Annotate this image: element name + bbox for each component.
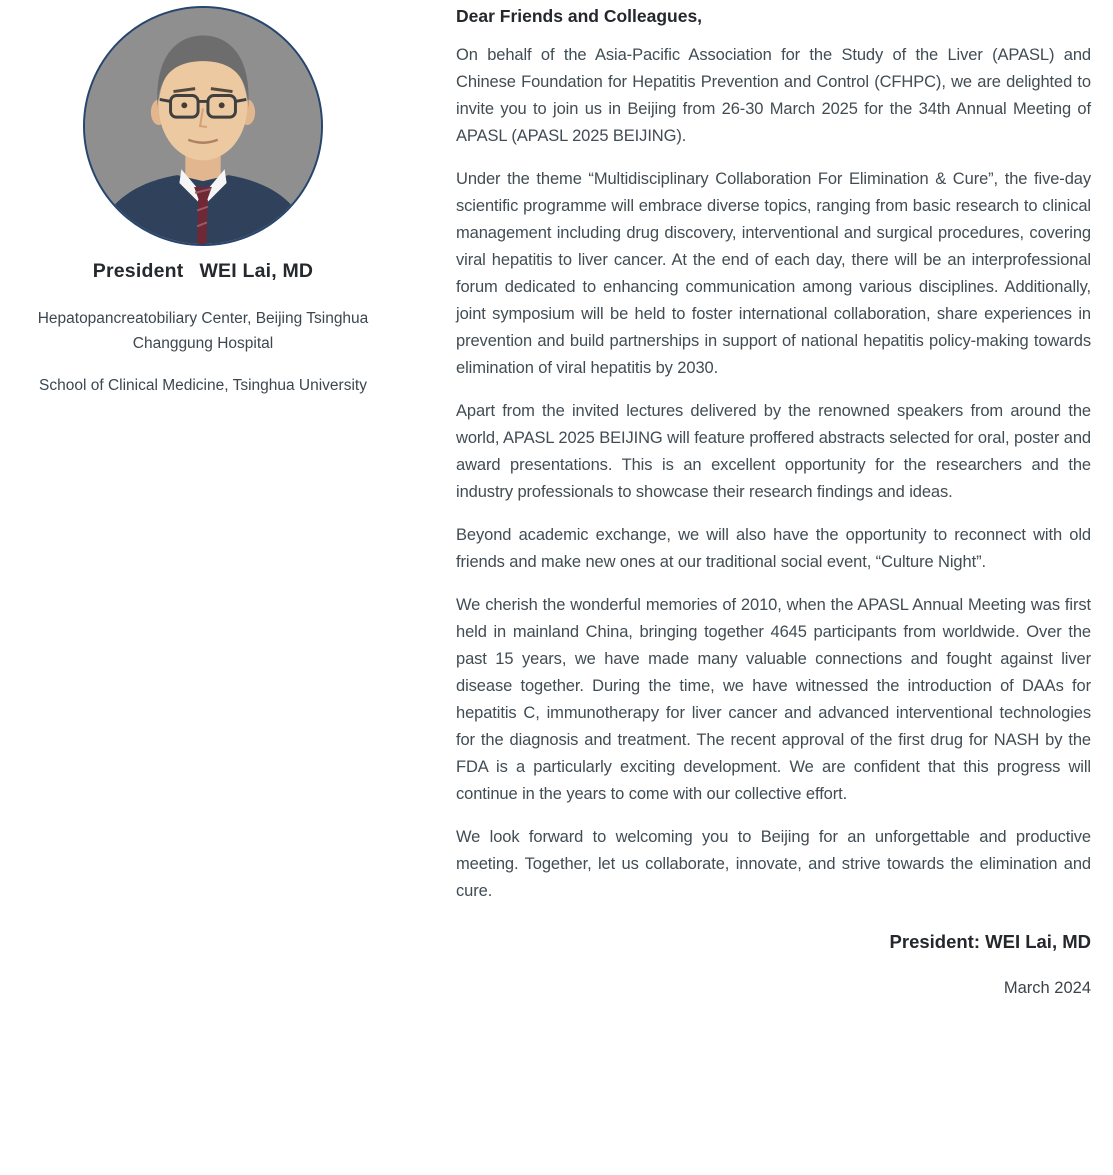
president-profile-column [0, 0, 456, 1175]
letter-paragraph-1: On behalf of the Asia-Pacific Association for the Study of the Liver (APASL) and Chinese Foundation for Hepatitis Prevention and Control (CFHPC), we are delighted to invite you to join us in Beijing from 26-30 March 2025 for the 34th Annual Meeting of APASL (APASL 2025 BEIJING). [456, 46, 1091, 145]
president-name: WEI Lai, MD [199, 260, 314, 282]
letter-signature: President: WEI Lai, MD [889, 931, 1091, 952]
affiliation-primary: Hepatopancreatobiliary Center, Beijing Tsinghua Changgung Hospital [37, 310, 369, 352]
president-title-prefix: President [92, 260, 184, 282]
welcome-letter-body [456, 0, 1113, 1175]
letter-paragraph-5: We cherish the wonderful memories of 2010, when the APASL Annual Meeting was first held in mainland China, bringing together 4645 participants from worldwide. Over the past 15 years, we have made many valuable connections and fought against liver disease together. During the time, we have witnessed the introduction of DAAs for hepatitis C, immunotherapy for liver cancer and advanced interventional technologies for the diagnosis and treatment. The recent approval of the first drug for NASH by the FDA is a particularly exciting development. We are confident that this progress will continue in the years to come with our collective effort. [456, 596, 1091, 803]
portrait-illustration [85, 8, 321, 244]
affiliation-secondary: School of Clinical Medicine, Tsinghua University [39, 376, 367, 394]
letter-paragraph-2: Under the theme “Multidisciplinary Collaboration For Elimination & Cure”, the five-day scientific programme will embrace diverse topics, ranging from basic research to clinical management including drug discovery, interventional and surgical procedures, covering viral hepatitis to liver cancer. At the end of each day, there will be an interprofessional forum dedicated to enhancing communication among various disciplines. Additionally, joint symposium will be held to foster international collaboration, share experiences in prevention and build partnerships in support of national hepatitis policy-making towards elimination of viral hepatitis by 2030. [456, 170, 1091, 377]
letter-paragraph-4: Beyond academic exchange, we will also have the opportunity to reconnect with old friends and make new ones at our traditional social event, “Culture Night”. [456, 526, 1091, 571]
letter-date: March 2024 [1003, 979, 1091, 997]
letter-paragraph-6: We look forward to welcoming you to Beijing for an unforgettable and productive meeting. Together, let us collaborate, innovate, and strive towards the elimination and cure. [456, 828, 1091, 900]
president-portrait-photo [83, 6, 323, 246]
letter-salutation: Dear Friends and Colleagues, [456, 6, 703, 26]
president-name-title [0, 260, 406, 283]
letter-paragraph-3: Apart from the invited lectures delivered by the renowned speakers from around the world, APASL 2025 BEIJING will feature proffered abstracts selected for oral, poster and award presentations. This is an excellent opportunity for the researchers and the industry professionals to showcase their research findings and ideas. [456, 402, 1091, 501]
